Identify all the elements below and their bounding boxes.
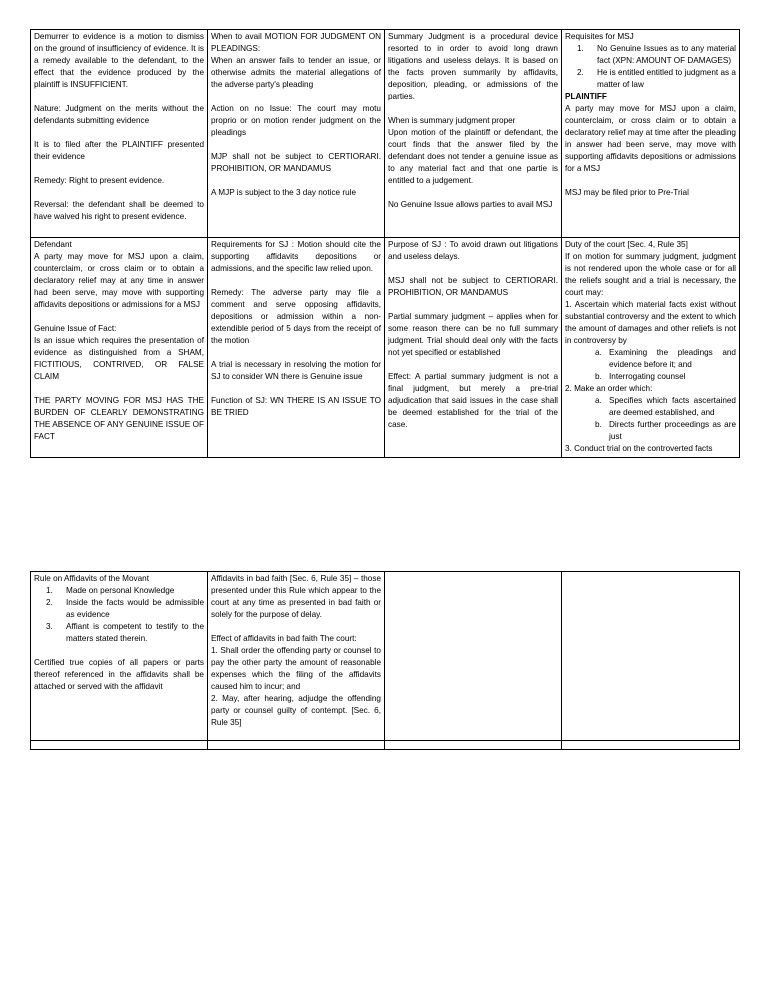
plaintiff-msj: A party may move for MSJ upon a claim, counterclaim, or cross claim or to obtain a declaratory relief may at time after the pleading in answer had been serve, may move with supporting affidavits depositions or admissions for a MSJ [565, 104, 736, 173]
duty-item-1: 1. Ascertain which material facts exist without substantial controversy and the extent to which the amount of damages and other reliefs is not in controversy by [565, 300, 736, 345]
table-cell-defendant [31, 238, 208, 458]
table-cell-empty [385, 741, 562, 750]
sj-definition: Summary Judgment is a procedural device resorted to in order to avoid long drawn litigations and useless delays. It is based on the facts proven summarily by affidavits, deposition, pleading, or admissions of the parties. [388, 32, 558, 101]
demurrer-remedy: Remedy: Right to present evidence. [34, 176, 165, 185]
notes-table-1 [30, 29, 740, 458]
table-cell-bad-faith [208, 572, 385, 741]
partial-summary-judgment: Partial summary judgment – applies when for some reason there can be no full summary judgment. Trial should deal only with the facts not yet specified or established [388, 312, 558, 357]
table-row [31, 572, 740, 741]
sj-upon-motion: Upon motion of the plaintiff or defendant, the court finds that the answer filed by the defendant does not tender a genuine issue as to any material fact and that one partie is entitled to a judgement. [388, 128, 558, 185]
bad-faith-effect-2: 2. May, after hearing, adjudge the offending party or counsel guilty of contempt. [Sec. 6, Rule 35] [211, 694, 381, 727]
mjp-certiorari: MJP shall not be subject to CERTIORARI. PROHIBITION, OR MANDAMUS [211, 152, 381, 173]
mjp-notice-rule: A MJP is subject to the 3 day notice rule [211, 188, 357, 197]
msj-certiorari: MSJ shall not be subject to CERTIORARI. PROHIBITION, OR MANDAMUS [388, 276, 558, 297]
duty-item-2: 2. Make an order which: [565, 384, 653, 393]
duty-item-3: 3. Conduct trial on the controverted facts [565, 444, 713, 453]
burden-of-proof: THE PARTY MOVING FOR MSJ HAS THE BURDEN OF CLEARLY DEMONSTRATING THE ABSENCE OF ANY GENUINE ISSUE OF FACT [34, 396, 204, 441]
duty-heading: Duty of the court [Sec. 4, Rule 35] [565, 240, 688, 249]
sj-no-genuine-issue: No Genuine Issue allows parties to avail MSJ [388, 200, 553, 209]
mjp-action: Action on no Issue: The court may motu proprio or on motion render judgment on the pleadings [211, 104, 381, 137]
table-cell-duty-of-court [562, 238, 740, 458]
table-cell-demurrer [31, 30, 208, 238]
mjp-heading: When to avail MOTION FOR JUDGMENT ON PLEADINGS: [211, 32, 381, 53]
list-item: b. Interrogating counsel [595, 372, 686, 381]
msj-pretrial: MSJ may be filed prior to Pre-Trial [565, 188, 689, 197]
table-cell-empty [562, 741, 740, 750]
table-cell-requirements [208, 238, 385, 458]
list-item: a. Specifies which facts ascertained are deemed established, and [595, 396, 736, 417]
sj-function: Function of SJ: WN THERE IS AN ISSUE TO BE TRIED [211, 396, 381, 417]
requisites-heading: Requisites for MSJ [565, 32, 634, 41]
mjp-when: When an answer fails to tender an issue, or otherwise admits the material allegations of the adverse party's pleading [211, 56, 381, 89]
table-row [31, 741, 740, 750]
duty-sublist-1 [565, 347, 736, 383]
list-item: b. Directs further proceedings as are just [595, 420, 736, 441]
table-row [31, 30, 740, 238]
demurrer-filing: It is to filed after the PLAINTIFF presented their evidence [34, 140, 204, 161]
table-cell-affidavit-rule [31, 572, 208, 741]
demurrer-nature: Nature: Judgment on the merits without the defendants submitting evidence [34, 104, 204, 125]
table-cell-summary-judgment [385, 30, 562, 238]
sj-requirements: Requirements for SJ : Motion should cite the supporting affidavits depositions or admissions, and the specific law relied upon. [211, 240, 381, 273]
partial-sj-effect: Effect: A partial summary judgment is not a final judgment, but merely a pre-trial adjudication that said issues in the case shall be deemed established for the trial of the case. [388, 372, 558, 429]
table-row [31, 238, 740, 458]
demurrer-reversal: Reversal: the defendant shall be deemed to have waived his right to present evidence. [34, 200, 204, 221]
plaintiff-label: PLAINTIFF [565, 92, 607, 101]
affidavit-rule-list [34, 585, 204, 645]
sj-trial-necessary: A trial is necessary in resolving the motion for SJ to consider WN there is Genuine issue [211, 360, 381, 381]
list-item: a. Examining the pleadings and evidence before it; and [595, 348, 736, 369]
table-cell-requisites [562, 30, 740, 238]
affidavit-rule-heading: Rule on Affidavits of the Movant [34, 574, 149, 583]
genuine-issue-definition: Is an issue which requires the presentation of evidence as distinguished from a SHAM, FICTITIOUS, CONTRIVED, OR FALSE CLAIM [34, 336, 204, 381]
defendant-label: Defendant [34, 240, 72, 249]
genuine-issue-heading: Genuine Issue of Fact: [34, 324, 117, 333]
requisites-list [565, 43, 736, 91]
table-cell-empty [562, 572, 740, 741]
demurrer-definition: Demurrer to evidence is a motion to dismiss on the ground of insufficiency of evidence. It is a remedy available to the defendant, to the effect that the evidence produced by the plaintiff is INSUFFICIENT. [34, 32, 204, 89]
list-item: 1. No Genuine Issues as to any material fact (XPN: AMOUNT OF DAMAGES) [577, 44, 736, 65]
duty-intro: If on motion for summary judgment, judgment is not rendered upon the whole case or for all the reliefs sought and a trial is necessary, the court may: [565, 252, 736, 297]
table-cell-empty [208, 741, 385, 750]
bad-faith-effect-heading: Effect of affidavits in bad faith The court: [211, 634, 357, 643]
sj-when-proper: When is summary judgment proper [388, 116, 516, 125]
duty-sublist-2 [565, 395, 736, 443]
bad-faith-definition: Affidavits in bad faith [Sec. 6, Rule 35] – those presented under this Rule which appear to the court at any time as presented in bad faith or solely for the purpose of delay. [211, 574, 381, 619]
list-item: 1. Made on personal Knowledge [46, 586, 175, 595]
bad-faith-effect-1: 1. Shall order the offending party or counsel to pay the other party the amount of reasonable expenses which the filing of the affidavits caused him to incur; and [211, 646, 381, 691]
sj-remedy: Remedy: The adverse party may file a comment and serve opposing affidavits, depositions or admission within a non-extendible period of 5 days from the receipt of the motion [211, 288, 381, 345]
table-cell-empty [385, 572, 562, 741]
sj-purpose: Purpose of SJ : To avoid drawn out litigations and useless delays. [388, 240, 558, 261]
defendant-msj: A party may move for MSJ upon a claim, counterclaim, or cross claim or to obtain a declaratory relief may at any time in answer had been serve, may move with supporting affidavits depositions or admissions for a MSJ [34, 252, 204, 309]
certified-copies: Certified true copies of all papers or parts thereof referenced in the affidavits shall be attached or served with the affidavit [34, 658, 204, 691]
list-item: 2. Inside the facts would be admissible as evidence [46, 598, 204, 619]
list-item: 2. He is entitled entitled to judgment as a matter of law [577, 68, 736, 89]
table-cell-empty [31, 741, 208, 750]
notes-table-2 [30, 571, 740, 750]
list-item: 3. Affiant is competent to testify to the matters stated therein. [46, 622, 204, 643]
table-cell-purpose [385, 238, 562, 458]
table-cell-mjp [208, 30, 385, 238]
